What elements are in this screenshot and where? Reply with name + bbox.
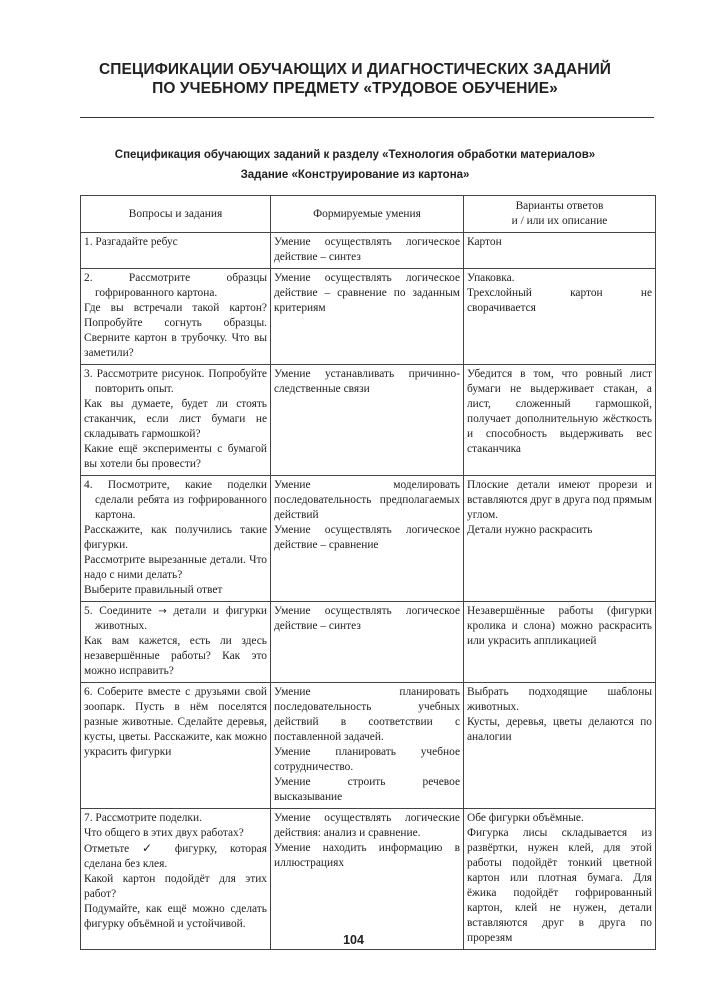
question-text: 2. Рассмотрите образцы гофрированного картона. bbox=[84, 272, 267, 299]
question-text: 4. Посмотрите, какие поделки сделали ребята из гофрированного картона. bbox=[84, 479, 267, 521]
table-row bbox=[81, 269, 656, 365]
answer-cell bbox=[464, 233, 655, 253]
question-text: Выберите правильный ответ bbox=[84, 584, 223, 596]
question-text-part: фигурку, которая сделана без клея. bbox=[84, 843, 267, 870]
answer-cell bbox=[464, 809, 655, 949]
question-text: Где вы встречали такой картон? Попробуйте согнуть образцы. Сверните картон в трубочку. Что вы заметили? bbox=[84, 302, 267, 359]
table-row bbox=[81, 233, 656, 269]
question-text: 6. Соберите вместе с друзьями свой зоопарк. Пусть в нём поселятся разные животные. Сделайте деревья, кусты, цветы. Расскажите, как можно украсить фигурки bbox=[84, 686, 267, 758]
question-text: Какие ещё эксперименты с бумагой вы хотели бы провести? bbox=[84, 443, 267, 470]
header-answers-line-2: и / или их описание bbox=[511, 215, 608, 227]
answer-cell bbox=[464, 365, 655, 460]
page-title-line-2: ПО УЧЕБНОМУ ПРЕДМЕТУ «ТРУДОВОЕ ОБУЧЕНИЕ» bbox=[152, 80, 558, 97]
question-text bbox=[84, 841, 267, 872]
header-answers bbox=[464, 196, 656, 233]
skill-text: Умение осуществлять логическое действие – сравнение bbox=[274, 524, 460, 551]
answer-text: Детали нужно раскрасить bbox=[467, 524, 593, 536]
question-text-part: Отметьте bbox=[84, 843, 130, 855]
question-text: 1. Разгадайте ребус bbox=[84, 236, 178, 248]
answer-text: Незавершённые работы (фигурки кролика и слона) можно раскрасить или украсить аппликацией bbox=[467, 605, 652, 647]
skill-text: Умение осуществлять логическое действие – синтез bbox=[274, 605, 460, 632]
skill-cell bbox=[271, 602, 463, 637]
answer-text: Картон bbox=[467, 236, 502, 248]
skill-cell bbox=[271, 809, 463, 874]
question-text: Подумайте, как ещё можно сделать фигурку объёмной и устойчивой. bbox=[84, 903, 267, 930]
question-cell bbox=[81, 365, 270, 475]
table-row bbox=[81, 602, 656, 683]
answer-text: Убедится в том, что ровный лист бумаги не выдерживает стакан, а лист, сложенный гармошкой, получает дополнительную жёсткость и способность выдерживать вес стаканчика bbox=[467, 368, 652, 455]
answer-text: Трехслойный картон не сворачивается bbox=[467, 287, 652, 314]
header-divider bbox=[80, 117, 654, 118]
question-text: Расскажите, как получились такие фигурки. bbox=[84, 524, 267, 551]
skill-text: Умение находить информацию в иллюстрациях bbox=[274, 842, 460, 869]
question-cell bbox=[81, 476, 270, 601]
answer-text: Выбрать подходящие шаблоны животных. bbox=[467, 686, 652, 713]
question-cell bbox=[81, 683, 270, 763]
question-text-part: 5. Соедините bbox=[84, 605, 152, 617]
page-title bbox=[60, 60, 650, 98]
question-text: Рассмотрите вырезанные детали. Что надо с ними делать? bbox=[84, 554, 267, 581]
answer-cell bbox=[464, 602, 655, 652]
skill-text: Умение осуществлять логические действия: анализ и сравнение. bbox=[274, 812, 460, 839]
skill-cell bbox=[271, 683, 463, 808]
table-row bbox=[81, 476, 656, 602]
question-cell bbox=[81, 233, 270, 253]
question-cell bbox=[81, 269, 270, 364]
skill-text: Умение планировать последовательность учебных действий в соответствии с поставленной задачей. bbox=[274, 686, 460, 743]
skill-text: Умение устанавливать причинно-следственные связи bbox=[274, 368, 460, 395]
question-text: Как вы думаете, будет ли стоять стаканчик, если лист бумаги не складывать гармошкой? bbox=[84, 398, 267, 440]
skill-text: Умение строить речевое высказывание bbox=[274, 776, 460, 803]
answer-cell bbox=[464, 476, 655, 541]
answer-text: Упаковка. bbox=[467, 272, 515, 284]
skill-cell bbox=[271, 365, 463, 400]
answer-text: Плоские детали имеют прорези и вставляются друг в друга под прямым углом. bbox=[467, 479, 652, 521]
task-title: Задание «Конструирование из картона» bbox=[240, 169, 470, 181]
table-header-row bbox=[81, 196, 656, 233]
question-text-part: детали и фигурки животных. bbox=[95, 605, 267, 632]
skill-text: Умение осуществлять логическое действие – синтез bbox=[274, 236, 460, 263]
specification-table bbox=[80, 195, 656, 950]
question-cell bbox=[81, 602, 270, 682]
table-row bbox=[81, 365, 656, 476]
skill-text: Умение моделировать последовательность предполагаемых действий bbox=[274, 479, 460, 521]
header-answers-line-1: Варианты ответов bbox=[515, 200, 604, 212]
skill-text: Умение осуществлять логическое действие – сравнение по заданным критериям bbox=[274, 272, 460, 314]
section-title: Спецификация обучающих заданий к разделу «Технология обработки материалов» bbox=[114, 149, 596, 161]
answer-cell bbox=[464, 269, 655, 319]
table-row bbox=[81, 809, 656, 950]
header-skills: Формируемые умения bbox=[271, 196, 464, 233]
header-questions: Вопросы и задания bbox=[81, 196, 271, 233]
checkmark-icon: ✓ bbox=[142, 841, 163, 855]
question-text: Что общего в этих двух работах? bbox=[84, 827, 244, 839]
page-title-line-1: СПЕЦИФИКАЦИИ ОБУЧАЮЩИХ И ДИАГНОСТИЧЕСКИХ ЗАДАНИЙ bbox=[98, 61, 612, 78]
question-text: Как вам кажется, есть ли здесь незавершённые работы? Как это можно исправить? bbox=[84, 635, 267, 677]
answer-text: Кусты, деревья, цветы делаются по аналогии bbox=[467, 716, 652, 743]
question-cell bbox=[81, 809, 270, 935]
question-text: 7. Рассмотрите поделки. bbox=[84, 812, 202, 824]
skill-cell bbox=[271, 476, 463, 556]
arrow-icon: → bbox=[158, 606, 167, 617]
question-text bbox=[84, 604, 267, 634]
skill-text: Умение планировать учебное сотрудничество. bbox=[274, 746, 460, 773]
page-number: 104 bbox=[343, 933, 364, 947]
answer-text: Обе фигурки объёмные. bbox=[467, 812, 584, 824]
question-text: 3. Рассмотрите рисунок. Попробуйте повторить опыт. bbox=[84, 368, 267, 395]
skill-cell bbox=[271, 233, 463, 268]
table-row bbox=[81, 683, 656, 809]
skill-cell bbox=[271, 269, 463, 319]
answer-text: Фигурка лисы складывается из развёртки, нужен клей, для этой работы подойдёт тонкий цветной картон или плотная бумага. Для ёжика подойдёт гофрированный картон, клей не нужен, детали вставляются друг в друга по прорезям bbox=[467, 827, 652, 944]
question-text: Какой картон подойдёт для этих работ? bbox=[84, 873, 267, 900]
answer-cell bbox=[464, 683, 655, 748]
